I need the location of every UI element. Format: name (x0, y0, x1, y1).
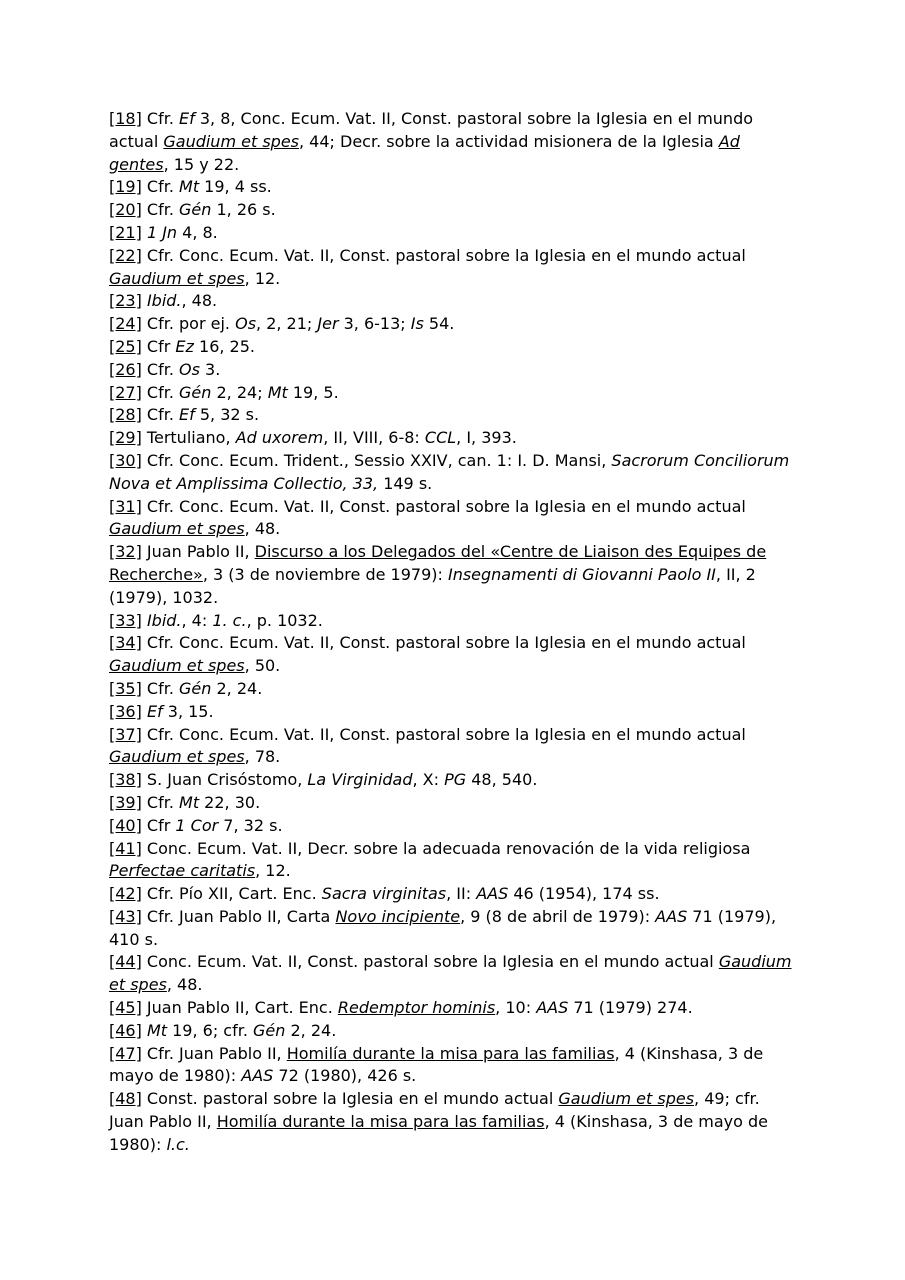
footnote-text: , 4 (Kinshasa, 3 de mayo de 1980): (109, 1043, 764, 1086)
footnote-text: Const. pastoral sobre la Iglesia en el mundo actual (141, 1089, 559, 1109)
footnote-text: Cfr. Conc. Ecum. Vat. II, Const. pastoral sobre la Iglesia en el mundo actual (141, 633, 746, 653)
citation-title: Os (235, 314, 257, 334)
footnote (109, 496, 799, 542)
citation-title: Jer (317, 314, 339, 334)
footnote (109, 541, 799, 609)
footnote (109, 883, 799, 906)
citation-title: Ibid. (146, 291, 182, 311)
citation-title: AAS (536, 998, 569, 1018)
footnote (109, 951, 799, 997)
citation-title: Ef (179, 109, 195, 128)
citation-link[interactable]: Gaudium et spes (109, 268, 245, 288)
footnote-text: Cfr. Conc. Ecum. Vat. II, Const. pastoral sobre la Iglesia en el mundo actual (141, 724, 746, 744)
footnote-text: 19, 4 ss. (199, 177, 272, 197)
footnote-text: , 44; Decr. sobre la actividad misionera de la Iglesia (299, 131, 719, 151)
footnotes-list (109, 108, 799, 1157)
footnote-text: 1, 26 s. (211, 200, 276, 220)
footnote-text: Cfr. Pío XII, Cart. Enc. (141, 884, 322, 904)
citation-title: 1 Cor (175, 815, 219, 835)
footnote-number-link[interactable]: [27] (109, 382, 142, 402)
citation-title: 1. c. (212, 610, 247, 630)
footnote-number-link[interactable]: [37] (109, 724, 142, 744)
footnote-text: Cfr (141, 815, 176, 835)
footnote-text: 19, 6; cfr. (167, 1020, 253, 1040)
footnote-number-link[interactable]: [26] (109, 359, 142, 379)
footnote-text: , 49; cfr. Juan Pablo II, (109, 1089, 760, 1132)
footnote-number-link[interactable]: [19] (109, 177, 142, 197)
footnote-text: Conc. Ecum. Vat. II, Decr. sobre la adecuada renovación de la vida religiosa (141, 838, 751, 858)
footnote-text: Cfr. (141, 678, 180, 698)
citation-title: 1 Jn (146, 222, 178, 242)
footnote-text: , X: (412, 770, 445, 790)
footnote (109, 632, 799, 678)
footnote-number-link[interactable]: [40] (109, 815, 142, 835)
citation-title: Mt (179, 177, 200, 197)
citation-title: Ef (146, 701, 163, 721)
footnote-number-link[interactable]: [46] (109, 1020, 142, 1040)
footnote-number-link[interactable]: [44] (109, 952, 142, 972)
citation-title: PG (444, 770, 467, 790)
citation-title: Mt (267, 382, 288, 402)
footnote-text: 54. (423, 314, 455, 334)
footnote-number-link[interactable]: [42] (109, 884, 142, 904)
footnote (109, 336, 799, 359)
footnote-text: 22, 30. (199, 792, 261, 812)
footnote (109, 701, 799, 724)
footnote-text: 3, 6-13; (338, 314, 411, 334)
citation-title: Os (179, 359, 200, 379)
footnote-text: 5, 32 s. (194, 405, 260, 425)
footnote (109, 450, 799, 496)
footnote-text: Cfr. Conc. Ecum. Vat. II, Const. pastoral sobre la Iglesia en el mundo actual (141, 245, 746, 265)
footnote-number-link[interactable]: [32] (109, 542, 142, 562)
footnote-text: 48, 540. (466, 770, 538, 790)
footnote-text: 2, 24. (285, 1020, 337, 1040)
citation-title: Gén (253, 1020, 286, 1040)
footnote-text: 2, 24; (211, 382, 268, 402)
footnote-number-link[interactable]: [47] (109, 1043, 142, 1063)
footnote-text: , 78. (244, 747, 281, 767)
footnote-number-link[interactable]: [39] (109, 792, 142, 812)
footnote-number-link[interactable]: [48] (109, 1089, 142, 1109)
footnote-text: Cfr. Juan Pablo II, Carta (141, 906, 336, 926)
footnote-text: , 3 (3 de noviembre de 1979): (202, 564, 448, 584)
citation-title: Mt (146, 1020, 168, 1040)
footnote (109, 176, 799, 199)
footnote-text: , p. 1032. (246, 610, 323, 630)
footnote (109, 1043, 799, 1089)
citation-title: Gén (179, 678, 212, 698)
citation-title: Gén (179, 200, 212, 220)
footnote-text: Cfr (141, 336, 176, 356)
citation-title: l.c. (166, 1134, 190, 1154)
footnote (109, 245, 799, 291)
footnote-number-link[interactable]: [25] (109, 336, 142, 356)
citation-title: Ez (175, 336, 194, 356)
citation-title: CCL (424, 428, 457, 448)
footnote-text: 2, 24. (211, 678, 263, 698)
citation-link[interactable]: Homilía durante la misa para las familias (286, 1043, 615, 1063)
footnote (109, 359, 799, 382)
footnote-text: 4, 8. (177, 222, 218, 242)
citation-link[interactable]: Gaudium et spes (109, 519, 245, 539)
citation-link[interactable]: Novo incipiente (335, 906, 461, 926)
footnote-text: , II, 2 (1979), 1032. (109, 564, 756, 607)
citation-title: AAS (476, 884, 509, 904)
citation-link[interactable]: Homilía durante la misa para las familias (216, 1112, 545, 1132)
footnote (109, 290, 799, 313)
footnote (109, 108, 799, 176)
citation-link[interactable]: Gaudium et spes (558, 1089, 695, 1109)
footnote-text: , I, 393. (456, 428, 517, 448)
citation-link[interactable]: Perfectae caritatis (109, 861, 256, 881)
footnote-text: 46 (1954), 174 ss. (508, 884, 660, 904)
footnote-number-link[interactable]: [43] (109, 906, 142, 926)
citation-link[interactable]: Gaudium et spes (109, 952, 792, 995)
footnote (109, 838, 799, 884)
footnote (109, 1088, 799, 1156)
citation-link[interactable]: Redemptor hominis (337, 998, 496, 1018)
footnote-text: , 2, 21; (256, 314, 318, 334)
footnote-text: 3, 15. (162, 701, 214, 721)
footnote-text: Cfr. por ej. (141, 314, 236, 334)
footnote-text: Juan Pablo II, (141, 542, 255, 562)
footnote-text: Cfr. (141, 177, 180, 197)
footnote-number-link[interactable]: [24] (109, 314, 142, 334)
footnote-number-link[interactable]: [31] (109, 496, 142, 516)
footnote-number-link[interactable]: [36] (109, 701, 142, 721)
footnote-text: Juan Pablo II, Cart. Enc. (141, 998, 338, 1018)
footnote-number-link[interactable]: [38] (109, 770, 142, 790)
footnote-number-link[interactable]: [18] (109, 109, 142, 128)
footnote (109, 815, 799, 838)
footnote-text: Cfr. Conc. Ecum. Trident., Sessio XXIV, can. 1: I. D. Mansi, (141, 450, 612, 470)
footnote-number-link[interactable]: [20] (109, 200, 142, 220)
footnote-text: , 4: (181, 610, 213, 630)
citation-title: Ibid. (146, 610, 182, 630)
footnote-text: , 12. (255, 861, 291, 881)
citation-title: AAS (655, 906, 688, 926)
footnote-text: Cfr. (141, 792, 180, 812)
footnote-text: 3. (199, 359, 221, 379)
footnote (109, 199, 799, 222)
footnote-text: Tertuliano, (141, 428, 236, 448)
footnote-text: , 48. (181, 291, 218, 311)
footnote-text: 71 (1979) 274. (568, 998, 693, 1018)
citation-link[interactable]: Gaudium et spes (109, 656, 245, 676)
footnote-number-link[interactable]: [41] (109, 838, 142, 858)
footnote (109, 313, 799, 336)
footnote-text: , II: (446, 884, 477, 904)
footnote (109, 792, 799, 815)
citation-link[interactable]: Gaudium et spes (109, 747, 245, 767)
citation-title: Insegnamenti di Giovanni Paolo II (447, 564, 716, 584)
footnote (109, 427, 799, 450)
citation-title: Sacra virginitas (321, 884, 447, 904)
footnote-number-link[interactable]: [23] (109, 291, 142, 311)
footnote-text: 3, 8, Conc. Ecum. Vat. II, Const. pastoral sobre la Iglesia en el mundo actual (109, 109, 754, 151)
citation-title: Gén (179, 382, 212, 402)
footnote-text: , 50. (244, 656, 281, 676)
footnote-text: 16, 25. (193, 336, 255, 356)
footnote-text: Cfr. (141, 382, 180, 402)
footnote-text: 149 s. (378, 473, 433, 493)
citation-link[interactable]: Ad gentes (109, 131, 740, 174)
footnote-text: Cfr. (141, 109, 180, 128)
footnote-text: , 48. (244, 519, 281, 539)
footnote (109, 610, 799, 633)
footnote-text: 72 (1980), 426 s. (273, 1066, 417, 1086)
footnote (109, 382, 799, 405)
footnote-text: Cfr. Conc. Ecum. Vat. II, Const. pastoral sobre la Iglesia en el mundo actual (141, 496, 746, 516)
footnote-text: , 10: (495, 998, 537, 1018)
footnote-text: Cfr. Juan Pablo II, (141, 1043, 287, 1063)
footnote-text: , 4 (Kinshasa, 3 de mayo de 1980): (109, 1112, 769, 1154)
citation-title: Is (410, 314, 424, 334)
footnote-number-link[interactable]: [22] (109, 245, 142, 265)
footnote (109, 724, 799, 770)
footnote-number-link[interactable]: [30] (109, 450, 142, 470)
citation-title: Mt (179, 792, 200, 812)
footnote-text: Cfr. (141, 359, 180, 379)
footnote-number-link[interactable]: [29] (109, 428, 142, 448)
footnote-text: , 15 y 22. (163, 154, 240, 174)
footnote-text: 19, 5. (287, 382, 339, 402)
citation-title: Sacrorum Conciliorum Nova et Amplissima Collectio, 33, (109, 450, 790, 493)
footnote (109, 678, 799, 701)
footnote-number-link[interactable]: [21] (109, 222, 142, 242)
footnote-number-link[interactable]: [28] (109, 405, 142, 425)
footnote-text: S. Juan Crisóstomo, (141, 770, 308, 790)
footnote (109, 222, 799, 245)
footnote (109, 906, 799, 952)
citation-title: Ef (179, 405, 195, 425)
footnote (109, 404, 799, 427)
footnote (109, 997, 799, 1020)
footnote-number-link[interactable]: [45] (109, 998, 142, 1018)
footnote (109, 1020, 799, 1043)
footnote-number-link[interactable]: [35] (109, 678, 142, 698)
footnote-number-link[interactable]: [34] (109, 633, 142, 653)
footnote (109, 769, 799, 792)
footnote-text: , II, VIII, 6-8: (323, 428, 425, 448)
footnote-text: , 48. (166, 975, 203, 995)
citation-link[interactable]: Gaudium et spes (163, 131, 299, 151)
footnote-text: , 9 (8 de abril de 1979): (460, 906, 656, 926)
citation-title: Ad uxorem (235, 428, 324, 448)
citation-link[interactable]: Discurso a los Delegados del «Centre de Liaison des Equipes de Recherche» (109, 542, 767, 584)
footnote-text: 71 (1979), 410 s. (109, 906, 777, 949)
footnote-text: 7, 32 s. (218, 815, 283, 835)
citation-title: La Virginidad (307, 770, 413, 790)
footnote-text: , 12. (244, 268, 281, 288)
footnote-text: Cfr. (141, 200, 180, 220)
footnote-text: Conc. Ecum. Vat. II, Const. pastoral sobre la Iglesia en el mundo actual (141, 952, 719, 972)
footnote-number-link[interactable]: [33] (109, 610, 142, 630)
citation-title: AAS (241, 1066, 274, 1086)
footnote-text: Cfr. (141, 405, 180, 425)
